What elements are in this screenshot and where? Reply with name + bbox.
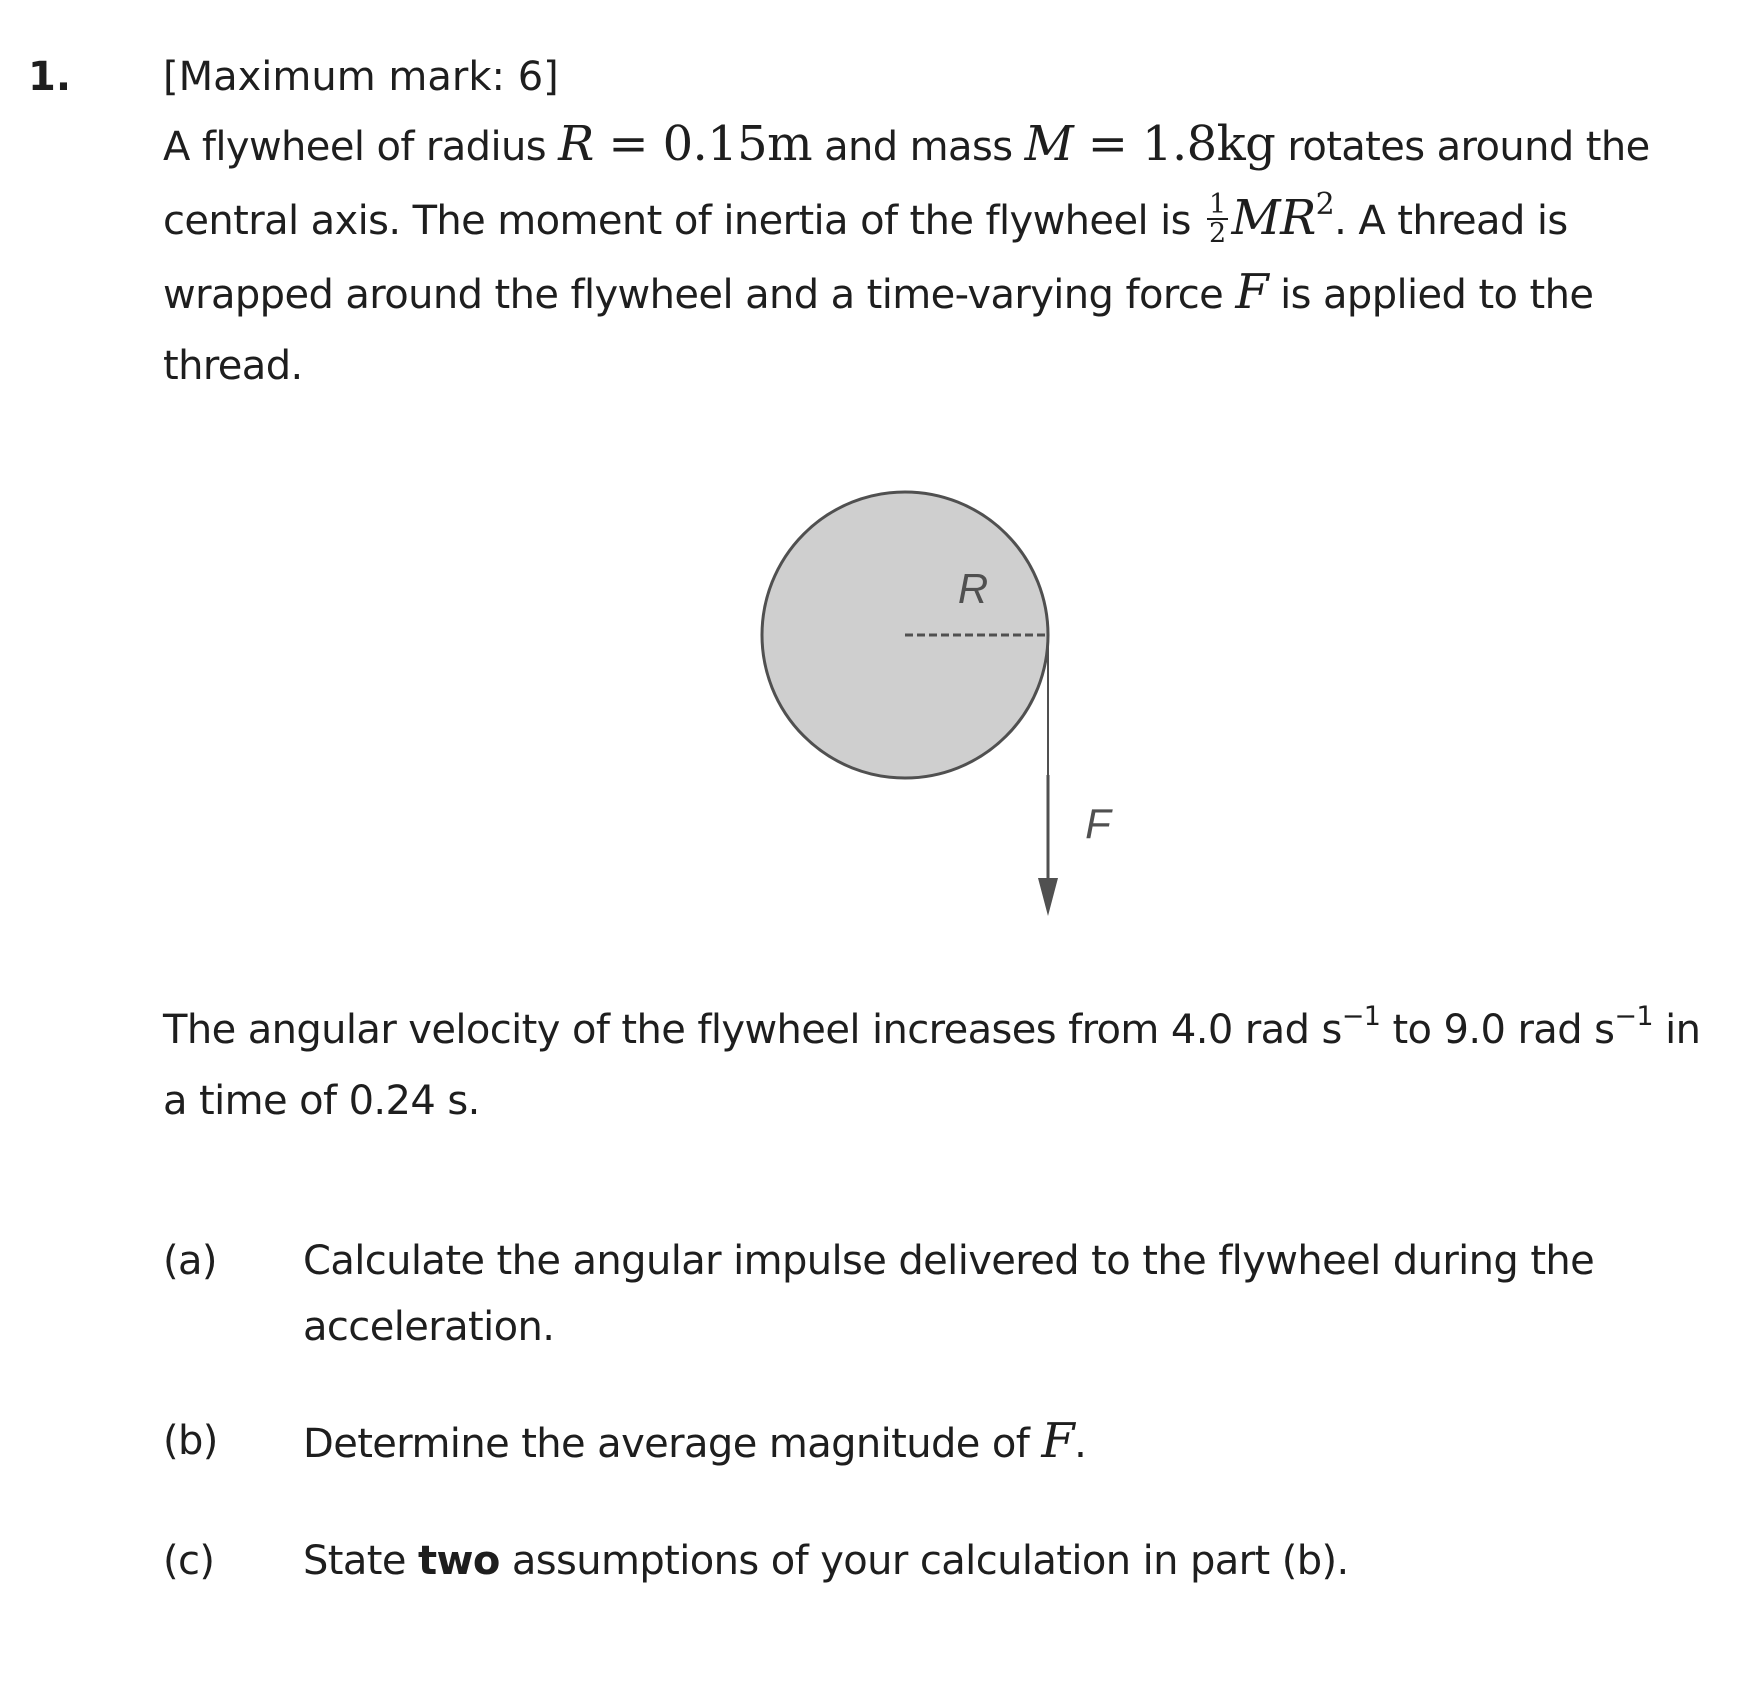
velocity-exponent-1: −1 bbox=[1341, 1001, 1381, 1032]
intro-text-4: . A thread is wrapped around the flywheel and a time-varying force bbox=[163, 198, 1568, 318]
part-a-text: Calculate the angular impulse delivered to the flywheel during the acceleration. bbox=[303, 1238, 1595, 1350]
part-c-text-wrap bbox=[303, 1528, 1603, 1594]
intro-paragraph bbox=[163, 109, 1703, 402]
radius-label: R bbox=[957, 565, 989, 612]
radius-unit: m bbox=[767, 116, 812, 172]
velocity-text-2: to 9.0 rad s bbox=[1380, 1007, 1615, 1053]
force-arrow-head bbox=[1038, 878, 1058, 916]
part-b-end: . bbox=[1074, 1421, 1087, 1467]
fraction-denominator: 2 bbox=[1208, 218, 1226, 249]
velocity-text-3: in a time of 0.24 s. bbox=[163, 1007, 1701, 1124]
velocity-text-1: The angular velocity of the flywheel increases from 4.0 rad s bbox=[163, 1007, 1342, 1053]
part-b-text-wrap bbox=[303, 1408, 1603, 1477]
fraction-numerator: 1 bbox=[1208, 189, 1226, 220]
part-c-text-1: State bbox=[303, 1538, 418, 1584]
squared-exponent: 2 bbox=[1315, 187, 1335, 222]
part-a-label: (a) bbox=[163, 1238, 217, 1284]
mass-symbol: M bbox=[1024, 116, 1074, 172]
force-symbol: F bbox=[1235, 264, 1269, 320]
intro-text-3: rotates around the central axis. The moment of inertia of the flywheel is bbox=[163, 124, 1650, 244]
force-label: F bbox=[1085, 800, 1111, 847]
question-number: 1. bbox=[28, 54, 72, 100]
half-fraction bbox=[1207, 191, 1228, 247]
radius-value: = 0.15 bbox=[593, 116, 768, 172]
mass-value: = 1.8 bbox=[1073, 116, 1217, 172]
max-mark: [Maximum mark: 6] bbox=[163, 54, 559, 100]
velocity-paragraph bbox=[163, 995, 1703, 1137]
part-b-force-symbol: F bbox=[1041, 1413, 1075, 1469]
mr-symbol: MR bbox=[1231, 190, 1316, 246]
radius-symbol: R bbox=[558, 116, 594, 172]
part-c-text-2: assumptions of your calculation in part (b). bbox=[499, 1538, 1349, 1584]
intro-text-5: is applied to the thread. bbox=[163, 272, 1594, 389]
intro-text-1: A flywheel of radius bbox=[163, 124, 559, 170]
intro-text-2: and mass bbox=[812, 124, 1025, 170]
part-b-label: (b) bbox=[163, 1418, 218, 1464]
velocity-exponent-2: −1 bbox=[1614, 1001, 1653, 1032]
flywheel-diagram bbox=[740, 470, 1120, 930]
mass-unit: kg bbox=[1216, 116, 1276, 172]
part-c-label: (c) bbox=[163, 1538, 215, 1584]
part-c-bold: two bbox=[418, 1538, 500, 1584]
part-b-text: Determine the average magnitude of bbox=[303, 1421, 1042, 1467]
